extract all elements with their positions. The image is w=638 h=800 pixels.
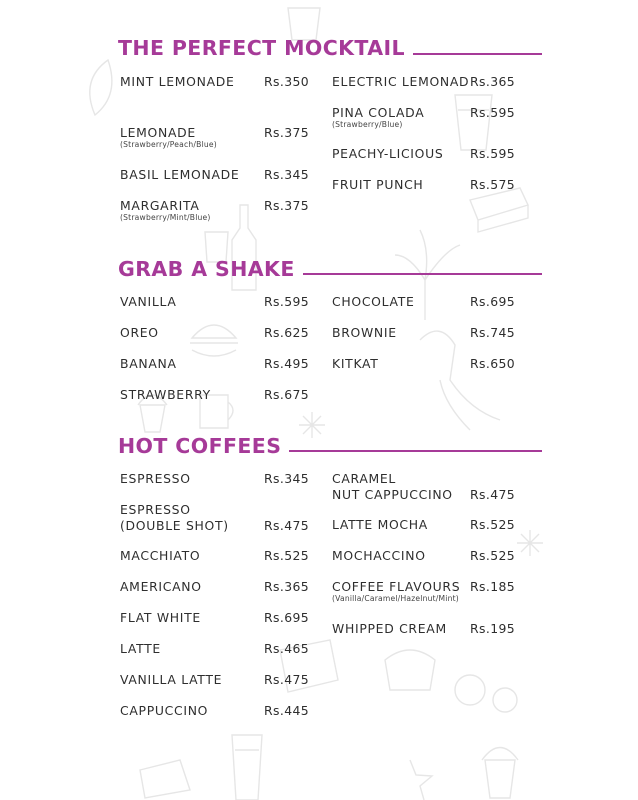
item-name: LATTE <box>120 641 161 656</box>
item-name: VANILLA <box>120 294 177 309</box>
item-price: Rs.365 <box>470 74 516 89</box>
item-name: COFFEE FLAVOURS <box>332 579 461 594</box>
item-price: Rs.375 <box>264 198 310 213</box>
item-price: Rs.695 <box>264 610 310 625</box>
item-price: Rs.475 <box>264 518 310 533</box>
item-name: MINT LEMONADE <box>120 74 235 89</box>
item-price: Rs.625 <box>264 325 310 340</box>
item-price: Rs.345 <box>264 471 310 486</box>
section-header <box>118 256 542 282</box>
item-price: Rs.445 <box>264 703 310 718</box>
item-price: Rs.575 <box>470 177 516 192</box>
item-name: WHIPPED CREAM <box>332 621 447 636</box>
item-name: LEMONADE <box>120 125 196 140</box>
item-price: Rs.525 <box>470 517 516 532</box>
item-price: Rs.695 <box>470 294 516 309</box>
section-title: GRAB A SHAKE <box>118 257 295 281</box>
item-name: MARGARITA <box>120 198 200 213</box>
item-price: Rs.195 <box>470 621 516 636</box>
item-name: ELECTRIC LEMONAD <box>332 74 470 89</box>
item-name: BASIL LEMONADE <box>120 167 240 182</box>
item-name-line2: NUT CAPPUCCINO <box>332 487 453 502</box>
item-name: OREO <box>120 325 159 340</box>
item-name: PINA COLADA <box>332 105 425 120</box>
item-name: KITKAT <box>332 356 379 371</box>
item-price: Rs.675 <box>264 387 310 402</box>
item-name: PEACHY-LICIOUS <box>332 146 444 161</box>
mocktail-section <box>118 35 542 222</box>
item-price: Rs.595 <box>470 105 516 120</box>
section-title: THE PERFECT MOCKTAIL <box>118 36 405 60</box>
item-price: Rs.525 <box>264 548 310 563</box>
item-name: AMERICANO <box>120 579 202 594</box>
item-variants: (Strawberry/Blue) <box>332 120 403 129</box>
item-name: ESPRESSO <box>120 471 191 486</box>
item-price: Rs.375 <box>264 125 310 140</box>
item-name: CHOCOLATE <box>332 294 415 309</box>
item-name: CARAMEL <box>332 471 397 486</box>
item-price: Rs.495 <box>264 356 310 371</box>
item-price: Rs.525 <box>470 548 516 563</box>
item-name: MOCHACCINO <box>332 548 426 563</box>
item-name: BROWNIE <box>332 325 397 340</box>
item-price: Rs.350 <box>264 74 310 89</box>
section-divider <box>289 450 542 452</box>
item-name-line2: (DOUBLE SHOT) <box>120 518 229 533</box>
coffee-section <box>118 433 542 718</box>
section-divider <box>413 53 542 55</box>
item-name: CAPPUCCINO <box>120 703 209 718</box>
item-name: FLAT WHITE <box>120 610 201 625</box>
item-variants: (Strawberry/Peach/Blue) <box>120 140 217 149</box>
item-name: MACCHIATO <box>120 548 201 563</box>
shake-section <box>118 256 542 402</box>
item-name: FRUIT PUNCH <box>332 177 424 192</box>
item-price: Rs.465 <box>264 641 310 656</box>
item-price: Rs.345 <box>264 167 310 182</box>
item-price: Rs.185 <box>470 579 516 594</box>
item-name: VANILLA LATTE <box>120 672 223 687</box>
item-name: ESPRESSO <box>120 502 191 517</box>
section-divider <box>303 273 542 275</box>
item-price: Rs.475 <box>470 487 516 502</box>
item-price: Rs.475 <box>264 672 310 687</box>
item-price: Rs.595 <box>470 146 516 161</box>
item-name: LATTE MOCHA <box>332 517 428 532</box>
item-price: Rs.745 <box>470 325 516 340</box>
section-title: HOT COFFEES <box>118 434 282 458</box>
item-variants: (Strawberry/Mint/Blue) <box>120 213 211 222</box>
item-variants: (Vanilla/Caramel/Hazelnut/Mint) <box>332 594 459 603</box>
item-price: Rs.595 <box>264 294 310 309</box>
item-price: Rs.650 <box>470 356 516 371</box>
item-name: BANANA <box>120 356 177 371</box>
item-name: STRAWBERRY <box>120 387 211 402</box>
section-header <box>118 35 542 61</box>
section-header <box>118 433 542 459</box>
item-price: Rs.365 <box>264 579 310 594</box>
